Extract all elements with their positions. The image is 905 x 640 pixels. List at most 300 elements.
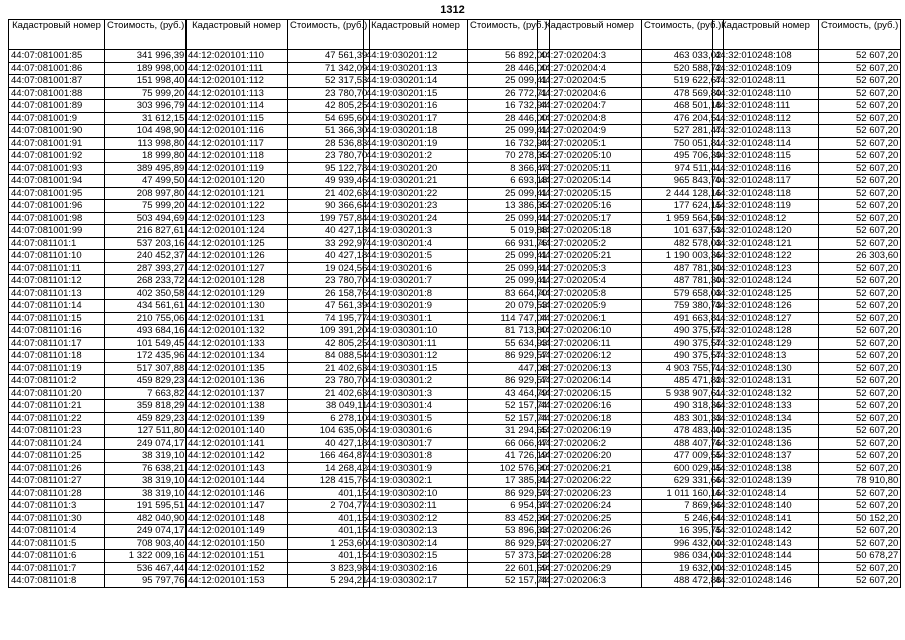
cost-cell: 23 780,70 (288, 275, 370, 288)
cadastral-number-cell: 44:07:081101:23 (9, 425, 105, 438)
table-row (186, 100, 370, 113)
table-row (713, 412, 901, 425)
cost-cell: 38 319,10 (105, 475, 187, 488)
cadastral-number-cell: 44:32:010248:110 (713, 87, 819, 100)
cost-cell: 22 601,69 (468, 562, 550, 575)
cadastral-number-cell: 44:19:030201:17 (364, 112, 468, 125)
table-row (186, 162, 370, 175)
cadastral-number-cell: 44:12:020101:134 (186, 350, 288, 363)
cost-cell: 520 588,72 (642, 62, 724, 75)
cost-cell: 38 319,10 (105, 487, 187, 500)
cost-cell: 70 278,35 (468, 150, 550, 163)
cost-cell: 25 099,41 (468, 125, 550, 138)
cadastral-number-cell: 44:27:020204:7 (538, 100, 642, 113)
table-row (9, 112, 187, 125)
cost-cell: 468 501,18 (642, 100, 724, 113)
table-row (538, 525, 724, 538)
cost-cell: 517 307,88 (105, 362, 187, 375)
cost-cell: 102 576,90 (468, 462, 550, 475)
cost-cell: 478 483,40 (642, 425, 724, 438)
cost-cell: 5 019,88 (468, 225, 550, 238)
cadastral-number-cell: 44:27:020205:11 (538, 162, 642, 175)
table-row (364, 150, 550, 163)
cadastral-number-cell: 44:32:010248:129 (713, 337, 819, 350)
table-row (364, 137, 550, 150)
cadastral-number-cell: 44:27:020205:15 (538, 187, 642, 200)
table-row (364, 200, 550, 213)
cadastral-number-cell: 44:27:020206:13 (538, 362, 642, 375)
table-row (364, 512, 550, 525)
table-row (713, 125, 901, 138)
table-row (364, 412, 550, 425)
table-row (186, 237, 370, 250)
cadastral-number-cell: 44:12:020101:115 (186, 112, 288, 125)
cadastral-number-cell: 44:12:020101:126 (186, 250, 288, 263)
cadastral-number-cell: 44:07:081101:6 (9, 550, 105, 563)
cost-cell: 50 152,20 (819, 512, 901, 525)
table-row (9, 212, 187, 225)
cost-cell: 490 375,57 (642, 350, 724, 363)
table-row (9, 537, 187, 550)
cost-cell: 491 663,81 (642, 312, 724, 325)
cost-cell: 6 693,18 (468, 175, 550, 188)
table-row (9, 87, 187, 100)
table-row (364, 162, 550, 175)
cadastral-number-cell: 44:07:081101:16 (9, 325, 105, 338)
cost-cell: 52 317,53 (288, 75, 370, 88)
page-number: 1312 (440, 4, 465, 16)
cadastral-number-cell: 44:19:030301:3 (364, 387, 468, 400)
cadastral-number-cell: 44:19:030301:4 (364, 400, 468, 413)
cadastral-number-cell: 44:32:010248:134 (713, 412, 819, 425)
cadastral-number-cell: 44:19:030201:12 (364, 50, 468, 63)
table-row (538, 562, 724, 575)
cadastral-number-cell: 44:12:020101:139 (186, 412, 288, 425)
cadastral-number-cell: 44:12:020101:143 (186, 462, 288, 475)
cost-cell: 42 805,25 (288, 100, 370, 113)
table-row (364, 462, 550, 475)
table-row (9, 387, 187, 400)
cost-cell: 519 622,67 (642, 75, 724, 88)
table-row (713, 100, 901, 113)
table-row (186, 137, 370, 150)
table-row (713, 425, 901, 438)
table-row (9, 225, 187, 238)
cadastral-number-cell: 44:19:030201:18 (364, 125, 468, 138)
cadastral-number-cell: 44:12:020101:127 (186, 262, 288, 275)
cadastral-number-cell: 44:07:081101:10 (9, 250, 105, 263)
cadastral-number-cell: 44:12:020101:110 (186, 50, 288, 63)
cost-cell: 52 607,20 (819, 450, 901, 463)
cost-cell: 268 233,72 (105, 275, 187, 288)
cost-cell: 478 569,80 (642, 87, 724, 100)
cost-cell: 23 780,70 (288, 150, 370, 163)
cadastral-number-cell: 44:07:081101:22 (9, 412, 105, 425)
cadastral-number-cell: 44:32:010248:120 (713, 225, 819, 238)
cadastral-number-cell: 44:32:010248:141 (713, 512, 819, 525)
table-row (538, 500, 724, 513)
cadastral-number-cell: 44:27:020204:5 (538, 75, 642, 88)
cadastral-number-cell: 44:12:020101:150 (186, 537, 288, 550)
table-row (186, 325, 370, 338)
cost-cell: 208 997,80 (105, 187, 187, 200)
cadastral-number-cell: 44:32:010248:146 (713, 575, 819, 588)
cost-cell: 240 452,37 (105, 250, 187, 263)
cost-cell: 172 435,96 (105, 350, 187, 363)
table-row (713, 137, 901, 150)
cadastral-number-cell: 44:19:030201:16 (364, 100, 468, 113)
cadastral-number-cell: 44:19:030302:10 (364, 487, 468, 500)
table-row (186, 575, 370, 588)
cadastral-number-cell: 44:27:020205:8 (538, 287, 642, 300)
cadastral-number-header: Кадастровый номер (9, 20, 105, 50)
table-row (364, 362, 550, 375)
table-row (9, 337, 187, 350)
cost-cell: 52 607,20 (819, 262, 901, 275)
cost-cell: 33 292,97 (288, 237, 370, 250)
cost-cell: 95 122,78 (288, 162, 370, 175)
cadastral-number-cell: 44:12:020101:123 (186, 212, 288, 225)
table-row (9, 162, 187, 175)
table-row (9, 450, 187, 463)
table-row (186, 387, 370, 400)
cost-cell: 52 607,20 (819, 50, 901, 63)
table-row (364, 225, 550, 238)
cadastral-number-cell: 44:07:081101:26 (9, 462, 105, 475)
table-row (538, 250, 724, 263)
cadastral-number-cell: 44:12:020101:121 (186, 187, 288, 200)
cost-cell: 14 268,42 (288, 462, 370, 475)
table-row (186, 87, 370, 100)
cost-cell: 52 607,20 (819, 425, 901, 438)
cost-cell: 3 823,98 (288, 562, 370, 575)
table-row (713, 575, 901, 588)
table-row (713, 512, 901, 525)
cost-cell: 52 607,20 (819, 462, 901, 475)
cost-cell: 42 805,25 (288, 337, 370, 350)
cost-cell: 56 892,00 (468, 50, 550, 63)
cadastral-number-cell: 44:32:010248:123 (713, 262, 819, 275)
cadastral-number-cell: 44:32:010248:131 (713, 375, 819, 388)
table-row (9, 275, 187, 288)
table-row (364, 425, 550, 438)
table-row (364, 75, 550, 88)
table-row (186, 275, 370, 288)
table-row (9, 475, 187, 488)
cadastral-number-cell: 44:32:010248:119 (713, 200, 819, 213)
table-row (9, 125, 187, 138)
table-row (713, 187, 901, 200)
cost-cell: 52 607,20 (819, 525, 901, 538)
cadastral-number-cell: 44:07:081001:91 (9, 137, 105, 150)
cost-cell: 6 954,37 (468, 500, 550, 513)
table-row (186, 475, 370, 488)
cadastral-number-cell: 44:32:010248:136 (713, 437, 819, 450)
cost-cell: 43 464,79 (468, 387, 550, 400)
cost-cell: 25 099,41 (468, 275, 550, 288)
cost-cell: 487 781,30 (642, 275, 724, 288)
table-row (9, 150, 187, 163)
cadastral-number-cell: 44:19:030201:20 (364, 162, 468, 175)
table-row (538, 137, 724, 150)
cost-cell: 52 607,20 (819, 437, 901, 450)
table-row (364, 262, 550, 275)
table-row (713, 250, 901, 263)
table-row (364, 237, 550, 250)
cadastral-number-cell: 44:07:081101:5 (9, 537, 105, 550)
cost-cell: 2 704,77 (288, 500, 370, 513)
cost-cell: 28 536,83 (288, 137, 370, 150)
cadastral-number-cell: 44:27:020206:3 (538, 575, 642, 588)
cadastral-number-cell: 44:32:010248:142 (713, 525, 819, 538)
table-row (364, 312, 550, 325)
table-row (538, 325, 724, 338)
cost-cell: 127 511,80 (105, 425, 187, 438)
cost-cell: 19 024,56 (288, 262, 370, 275)
cost-cell: 50 678,27 (819, 550, 901, 563)
cadastral-number-cell: 44:12:020101:132 (186, 325, 288, 338)
table-row (713, 500, 901, 513)
cadastral-number-cell: 44:07:081101:17 (9, 337, 105, 350)
table-row (9, 312, 187, 325)
table-row (364, 562, 550, 575)
cadastral-number-cell: 44:27:020206:22 (538, 475, 642, 488)
cost-cell: 25 099,41 (468, 212, 550, 225)
table-row (364, 337, 550, 350)
cadastral-number-cell: 44:07:081101:14 (9, 300, 105, 313)
table-row (364, 537, 550, 550)
cadastral-number-cell: 44:19:030201:7 (364, 275, 468, 288)
cadastral-number-cell: 44:12:020101:128 (186, 275, 288, 288)
cadastral-number-cell: 44:32:010248:116 (713, 162, 819, 175)
cost-cell: 17 385,91 (468, 475, 550, 488)
cost-cell: 81 713,80 (468, 325, 550, 338)
cadastral-number-cell: 44:12:020101:122 (186, 200, 288, 213)
table-row (538, 125, 724, 138)
table-row (186, 175, 370, 188)
cadastral-number-cell: 44:12:020101:135 (186, 362, 288, 375)
cadastral-number-cell: 44:32:010248:118 (713, 187, 819, 200)
cost-cell: 401,15 (288, 550, 370, 563)
cost-cell: 52 607,20 (819, 162, 901, 175)
table-row (186, 50, 370, 63)
table-row (538, 425, 724, 438)
table-row (186, 525, 370, 538)
table-row (186, 125, 370, 138)
cadastral-number-cell: 44:19:030301:7 (364, 437, 468, 450)
cadastral-number-cell: 44:32:010248:143 (713, 537, 819, 550)
cost-cell: 78 910,80 (819, 475, 901, 488)
cadastral-number-cell: 44:32:010248:115 (713, 150, 819, 163)
cadastral-number-cell: 44:19:030302:12 (364, 512, 468, 525)
cost-cell: 49 939,46 (288, 175, 370, 188)
cadastral-number-cell: 44:32:010248:127 (713, 312, 819, 325)
cost-cell: 495 706,39 (642, 150, 724, 163)
table-row (186, 187, 370, 200)
table-row (364, 450, 550, 463)
cadastral-number-cell: 44:27:020206:24 (538, 500, 642, 513)
table-row (713, 200, 901, 213)
table-row (9, 487, 187, 500)
cadastral-number-cell: 44:19:030201:14 (364, 75, 468, 88)
cost-cell: 151 998,40 (105, 75, 187, 88)
table-row (364, 187, 550, 200)
cost-header: Стоимость, (руб.) (288, 20, 370, 50)
table-row (186, 200, 370, 213)
cost-cell: 52 607,20 (819, 125, 901, 138)
table-row (364, 275, 550, 288)
cadastral-number-cell: 44:19:030201:19 (364, 137, 468, 150)
cost-cell: 52 607,20 (819, 100, 901, 113)
cost-cell: 6 278,10 (288, 412, 370, 425)
cost-cell: 52 607,20 (819, 362, 901, 375)
cost-cell: 536 467,44 (105, 562, 187, 575)
table-row (186, 512, 370, 525)
cost-cell: 86 929,57 (468, 487, 550, 500)
table-row (538, 350, 724, 363)
cadastral-number-cell: 44:12:020101:133 (186, 337, 288, 350)
cadastral-number-cell: 44:27:020205:2 (538, 237, 642, 250)
cadastral-number-cell: 44:07:081001:9 (9, 112, 105, 125)
cadastral-number-cell: 44:27:020206:28 (538, 550, 642, 563)
cost-cell: 4 903 755,71 (642, 362, 724, 375)
cost-cell: 199 757,84 (288, 212, 370, 225)
cost-cell: 25 099,41 (468, 262, 550, 275)
table-row (186, 425, 370, 438)
cadastral-number-cell: 44:19:030201:15 (364, 87, 468, 100)
cost-cell: 31 612,15 (105, 112, 187, 125)
table-row (364, 475, 550, 488)
cost-cell: 965 843,70 (642, 175, 724, 188)
table-row (538, 550, 724, 563)
table-row (713, 262, 901, 275)
cadastral-number-cell: 44:19:030301:8 (364, 450, 468, 463)
cost-cell: 66 066,47 (468, 437, 550, 450)
cost-cell: 8 366,47 (468, 162, 550, 175)
cadastral-number-cell: 44:12:020101:119 (186, 162, 288, 175)
table-row (713, 225, 901, 238)
table-row (364, 125, 550, 138)
cadastral-number-cell: 44:27:020204:8 (538, 112, 642, 125)
cadastral-number-cell: 44:12:020101:144 (186, 475, 288, 488)
table-row (538, 162, 724, 175)
table-row (538, 337, 724, 350)
table-row (186, 287, 370, 300)
table-row (9, 187, 187, 200)
cadastral-number-cell: 44:32:010248:139 (713, 475, 819, 488)
cost-cell: 76 638,21 (105, 462, 187, 475)
cost-cell: 38 319,10 (105, 450, 187, 463)
cost-cell: 52 607,20 (819, 300, 901, 313)
table-row (364, 375, 550, 388)
cadastral-number-cell: 44:12:020101:138 (186, 400, 288, 413)
table-row (713, 237, 901, 250)
table-row (364, 112, 550, 125)
table-row (9, 75, 187, 88)
cost-cell: 52 607,20 (819, 287, 901, 300)
cost-cell: 401,15 (288, 525, 370, 538)
cost-cell: 52 607,20 (819, 400, 901, 413)
cadastral-number-cell: 44:12:020101:116 (186, 125, 288, 138)
table-row (713, 350, 901, 363)
cost-cell: 249 074,17 (105, 437, 187, 450)
cadastral-number-cell: 44:27:020206:1 (538, 312, 642, 325)
cadastral-number-cell: 44:32:010248:108 (713, 50, 819, 63)
cadastral-number-cell: 44:19:030201:4 (364, 237, 468, 250)
cadastral-number-cell: 44:07:081101:21 (9, 400, 105, 413)
table-row (364, 400, 550, 413)
cadastral-number-cell: 44:12:020101:112 (186, 75, 288, 88)
cadastral-number-cell: 44:19:030301:6 (364, 425, 468, 438)
cost-cell: 52 607,20 (819, 62, 901, 75)
cadastral-number-cell: 44:19:030301:15 (364, 362, 468, 375)
cost-cell: 488 407,76 (642, 437, 724, 450)
cost-cell: 54 695,60 (288, 112, 370, 125)
cost-cell: 57 373,52 (468, 550, 550, 563)
cost-cell: 166 464,87 (288, 450, 370, 463)
cost-cell: 104 498,90 (105, 125, 187, 138)
cadastral-number-cell: 44:32:010248:133 (713, 400, 819, 413)
table-row (364, 62, 550, 75)
table-row (9, 575, 187, 588)
cost-header: Стоимость, (руб.) (642, 20, 724, 50)
table-row (9, 400, 187, 413)
table-row (186, 437, 370, 450)
cost-cell: 52 607,20 (819, 150, 901, 163)
table-row (538, 312, 724, 325)
cost-cell: 750 051,81 (642, 137, 724, 150)
cadastral-number-cell: 44:19:030301:2 (364, 375, 468, 388)
table-row (186, 450, 370, 463)
cost-table-1 (8, 19, 187, 588)
table-row (186, 462, 370, 475)
table-row (186, 400, 370, 413)
cadastral-number-cell: 44:32:010248:145 (713, 562, 819, 575)
table-row (713, 300, 901, 313)
cadastral-number-cell: 44:07:081101:4 (9, 525, 105, 538)
table-row (9, 412, 187, 425)
table-row (364, 525, 550, 538)
cost-cell: 25 099,41 (468, 250, 550, 263)
cadastral-number-cell: 44:12:020101:131 (186, 312, 288, 325)
table-row (9, 262, 187, 275)
cadastral-number-cell: 44:12:020101:142 (186, 450, 288, 463)
table-row (713, 525, 901, 538)
cost-cell: 490 375,57 (642, 337, 724, 350)
table-row (538, 225, 724, 238)
table-row (186, 550, 370, 563)
cost-cell: 13 386,35 (468, 200, 550, 213)
table-row (713, 362, 901, 375)
cadastral-number-cell: 44:19:030301:10 (364, 325, 468, 338)
cadastral-number-cell: 44:19:030302:11 (364, 500, 468, 513)
table-row (713, 462, 901, 475)
cadastral-number-cell: 44:07:081001:93 (9, 162, 105, 175)
table-row (186, 487, 370, 500)
cadastral-number-cell: 44:12:020101:146 (186, 487, 288, 500)
cadastral-number-cell: 44:07:081101:24 (9, 437, 105, 450)
cadastral-number-cell: 44:19:030201:6 (364, 262, 468, 275)
cost-cell: 52 607,20 (819, 500, 901, 513)
table-row (538, 512, 724, 525)
table-row (713, 87, 901, 100)
cadastral-number-cell: 44:19:030201:24 (364, 212, 468, 225)
cost-cell: 459 829,23 (105, 375, 187, 388)
cost-cell: 629 331,66 (642, 475, 724, 488)
cost-cell: 52 607,20 (819, 212, 901, 225)
table-row (713, 275, 901, 288)
cost-cell: 26 158,76 (288, 287, 370, 300)
